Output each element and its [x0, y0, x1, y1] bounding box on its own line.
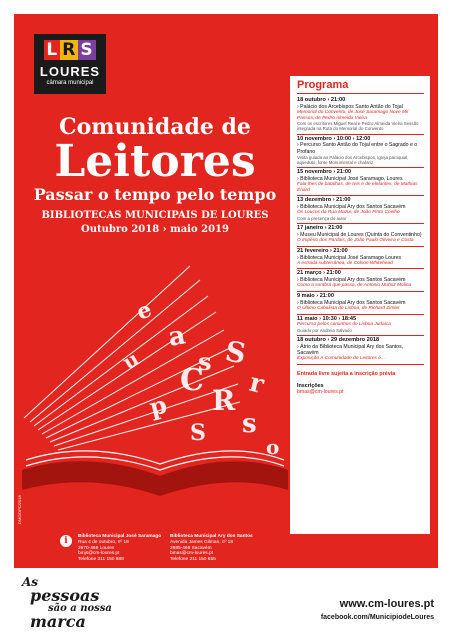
libraries-heading: BIBLIOTECAS MUNICIPAIS DE LOURES	[41, 210, 269, 221]
logo-letter-l: L	[46, 40, 59, 60]
event-place: › Biblioteca Municipal José Saramago, Loures	[297, 176, 403, 182]
svg-text:r: r	[246, 367, 267, 401]
svg-text:a: a	[166, 320, 188, 353]
title-line-1: Comunidade de	[59, 114, 251, 140]
event-description: Fala-lhes de batalhas, de reis e de elefantes, de Mathias Énard	[297, 182, 418, 193]
library-address: Avenida James Gilman, nº 18	[170, 539, 233, 545]
event-description: Os Loucos da Rua Mazur, de João Pinto Coelho	[297, 210, 400, 216]
library-contact-jose-saramago	[78, 534, 170, 563]
svg-text:o: o	[266, 435, 280, 459]
event-description: Memorial do Convento, de José Saramago Nove Mil Passos, de Pedro Almeida Vieira	[297, 110, 409, 121]
event-place: › Biblioteca Municipal Ary dos Santos Sacavém	[297, 204, 406, 211]
svg-text:R: R	[212, 384, 236, 417]
event-date: 11 maio › 10:30 › 18:45	[297, 315, 357, 322]
svg-text:u: u	[118, 346, 144, 375]
event-note: Com a presença do autor	[297, 215, 347, 221]
library-contacts	[14, 534, 438, 568]
website-link[interactable]: www.cm-loures.pt	[339, 598, 434, 610]
event-date: 13 dezembro › 21:00	[297, 197, 351, 204]
event-description: O Último Cabalista de Lisboa, de Richard Zimler	[297, 305, 400, 311]
program-event	[297, 135, 424, 169]
program-event	[297, 269, 424, 292]
facebook-link[interactable]: facebook.com/MunicipiodeLoures	[320, 614, 434, 621]
event-note: Guiado por Andreia Salvado	[297, 327, 352, 333]
open-book-illustration	[20, 250, 290, 504]
event-description: Exposição A Comunidade de Leitores é...	[297, 356, 385, 362]
slogan-line-2: pessoas	[30, 586, 100, 605]
event-date: 21 fevereiro › 21:00	[297, 247, 348, 254]
library-phone: Telefone 211 150 655	[170, 557, 216, 563]
slogan-line-4: marca	[30, 612, 86, 631]
program-event	[297, 292, 424, 315]
slogan-line-3: são a nossa	[48, 603, 112, 614]
library-city: 2670-466 Loures	[78, 545, 115, 551]
event-date: 21 março › 21:00	[297, 270, 341, 277]
svg-text:p: p	[146, 389, 170, 422]
event-date: 10 novembro › 10:00 › 12:00	[297, 135, 371, 142]
program-event	[297, 336, 424, 365]
loures-logo	[34, 34, 106, 94]
slogan	[22, 576, 162, 630]
library-phone: Telefone 211 150 888	[78, 557, 124, 563]
event-description: O Império dos Pardais, de João Paulo Oliveira e Costa	[297, 238, 414, 244]
program-event	[297, 224, 424, 247]
season-dates: Outubro 2018 › maio 2019	[81, 224, 229, 235]
poster-title	[24, 114, 286, 204]
event-description: A estrada subterrânea, de Colson Whitehead	[297, 260, 393, 266]
program-event	[297, 315, 424, 337]
program-event	[297, 96, 424, 135]
program-title: Programa	[297, 79, 424, 94]
event-note: Com os escritores Miguel Real e Pedro Almeida Vieira Sessão integrada na Rota do Memorial do Convento	[297, 121, 419, 132]
event-date: 18 outubro › 29 dezembro 2018	[297, 337, 380, 344]
event-place: › Biblioteca Municipal José Saramago Loures	[297, 254, 402, 261]
library-name: Biblioteca Municipal José Saramago	[78, 534, 162, 539]
title-line-2: Leitores	[54, 136, 256, 187]
event-description: Percurso pelos caminhos do Lisboa Judaica	[297, 322, 391, 328]
logo-subtitle: câmara municipal	[46, 80, 94, 86]
free-entry-notice: Entrada livre sujeita a inscrição prévia	[297, 370, 396, 377]
svg-text:s: s	[198, 347, 212, 376]
library-name: Biblioteca Municipal Ary dos Santos	[170, 534, 253, 539]
svg-text:e: e	[133, 296, 156, 326]
logo-letter-s: S	[80, 40, 94, 60]
event-place: › Biblioteca Municipal Ary dos Santos Sacavém	[297, 299, 406, 306]
library-email-link[interactable]: bmjs@cm-loures.pt	[78, 551, 120, 557]
event-place: › Museu Municipal de Loures (Quinta do Conventinho)	[297, 231, 422, 238]
title-tagline: Passar o tempo pelo tempo	[33, 185, 277, 204]
library-address: Rua 4 de outubro, nº 19	[78, 539, 129, 545]
program-event	[297, 196, 424, 224]
event-date: 18 outubro › 21:00	[297, 97, 346, 103]
poster	[14, 14, 438, 568]
program-event	[297, 247, 424, 270]
svg-text:S: S	[190, 420, 206, 446]
event-date: 17 janeiro › 21:00	[297, 225, 343, 232]
event-date: 9 maio › 21:00	[297, 292, 334, 299]
logo-letters	[34, 40, 106, 60]
registration-label: Inscrições	[297, 383, 324, 390]
svg-text:C: C	[180, 363, 204, 398]
info-icon: i	[60, 535, 72, 547]
program-panel	[290, 76, 430, 534]
library-city: 2685-466 Sacavém	[170, 545, 212, 551]
program-event	[297, 168, 424, 196]
logo-name: LOURES	[39, 64, 101, 79]
event-place: › Palácio dos Arcebispos Santo Antão do Tojal	[297, 103, 403, 110]
library-contact-ary-dos-santos	[170, 534, 262, 563]
event-place: › Biblioteca Municipal Ary dos Santos Sacavém	[297, 277, 406, 284]
logo-letter-r: R	[62, 40, 77, 60]
event-note: Visita guiada ao Palácio dos Arcebispos, igreja paroquial, aqueduto, fonte Monumental e chafariz	[297, 154, 409, 165]
library-email-link[interactable]: bmas@cm-loures.pt	[170, 551, 213, 557]
svg-text:s: s	[242, 409, 257, 439]
event-place: › Átrio da Biblioteca Municipal Ary dos Santos, Sacavém	[297, 343, 404, 357]
side-credit: DMC/DPC/2018	[17, 495, 22, 524]
slogan-line-1: As	[22, 575, 39, 589]
registration-email-link[interactable]: bmas@cm-loures.pt	[297, 389, 344, 396]
event-description: Como a sombra que passa, de Antonio Muñoz Molina	[297, 283, 412, 289]
event-place: › Percurso Santo Antão do Tojal entre o Sagrado e o Profano	[297, 142, 418, 155]
svg-text:S: S	[222, 334, 249, 371]
event-date: 15 novembro › 21:00	[297, 169, 352, 176]
